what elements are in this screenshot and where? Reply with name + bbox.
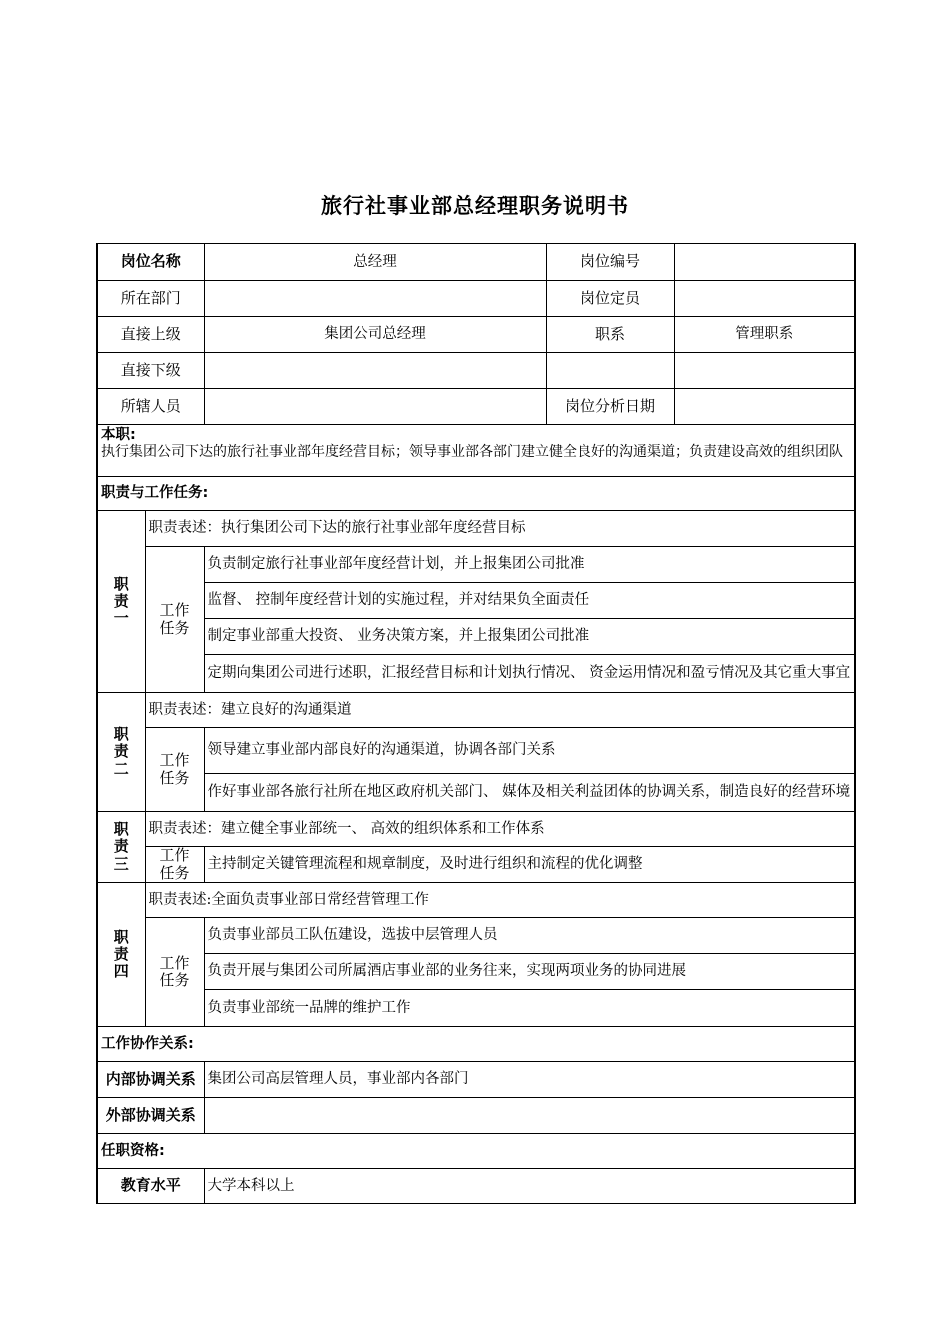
duty2-statement-row <box>97 693 855 728</box>
value-position-code <box>674 244 855 281</box>
duty1-statement: 职责表述：执行集团公司下达的旅行社事业部年度经营目标 <box>145 511 855 547</box>
job-description-table <box>96 243 856 1204</box>
duty-heading: 本职: <box>101 427 136 443</box>
task-row <box>97 847 855 883</box>
value-position-name: 总经理 <box>204 244 546 281</box>
task-item: 定期向集团公司进行述职，汇报经营目标和计划执行情况、 资金运用情况和盈亏情况及其它重大事宜 <box>204 655 855 693</box>
task-row <box>97 583 855 619</box>
value-subordinate <box>204 353 546 389</box>
row-education <box>97 1169 855 1204</box>
duty2-label: 职 责 二 <box>97 693 145 812</box>
duty3-statement: 职责表述：建立健全事业部统一、 高效的组织体系和工作体系 <box>145 812 855 847</box>
duty2-statement: 职责表述：建立良好的沟通渠道 <box>145 693 855 728</box>
value-staff <box>204 389 546 425</box>
label-job-system: 职系 <box>546 317 674 353</box>
duty4-task-label: 工作 任务 <box>145 918 204 1027</box>
label-department: 所在部门 <box>97 281 204 317</box>
value-analysis-date <box>674 389 855 425</box>
label-position-code: 岗位编号 <box>546 244 674 281</box>
responsibilities-heading: 职责与工作任务: <box>97 477 855 511</box>
duty3-task-label: 工作 任务 <box>145 847 204 883</box>
label-quota: 岗位定员 <box>546 281 674 317</box>
row-qualification-heading <box>97 1134 855 1169</box>
value-department <box>204 281 546 317</box>
row-internal <box>97 1062 855 1098</box>
value-empty <box>674 353 855 389</box>
label-subordinate: 直接下级 <box>97 353 204 389</box>
task-row <box>97 774 855 812</box>
value-education: 大学本科以上 <box>204 1169 855 1204</box>
row-subordinate <box>97 353 855 389</box>
cooperation-heading: 工作协作关系: <box>97 1027 855 1062</box>
duty1-statement-row <box>97 511 855 547</box>
task-row <box>97 655 855 693</box>
task-row <box>97 918 855 954</box>
duty4-statement: 职责表述:全面负责事业部日常经营管理工作 <box>145 883 855 918</box>
task-item: 监督、 控制年度经营计划的实施过程，并对结果负全面责任 <box>204 583 855 619</box>
row-cooperation-heading <box>97 1027 855 1062</box>
row-duty <box>97 425 855 477</box>
document-title: 旅行社事业部总经理职务说明书 <box>321 194 629 218</box>
duty1-label: 职 责 一 <box>97 511 145 693</box>
label-superior: 直接上级 <box>97 317 204 353</box>
task-item: 负责事业部统一品牌的维护工作 <box>204 990 855 1027</box>
row-responsibilities-heading <box>97 477 855 511</box>
value-superior: 集团公司总经理 <box>204 317 546 353</box>
task-item: 负责制定旅行社事业部年度经营计划，并上报集团公司批准 <box>204 547 855 583</box>
label-staff: 所辖人员 <box>97 389 204 425</box>
task-item: 作好事业部各旅行社所在地区政府机关部门、 媒体及相关利益团体的协调关系，制造良好的经营环境 <box>204 774 855 812</box>
label-external: 外部协调关系 <box>97 1098 204 1134</box>
task-row <box>97 954 855 990</box>
task-row <box>97 547 855 583</box>
value-quota <box>674 281 855 317</box>
duty-text: 执行集团公司下达的旅行社事业部年度经营目标；领导事业部各部门建立健全良好的沟通渠道；负责建设高效的组织团队 <box>101 443 843 460</box>
task-item: 主持制定关键管理流程和规章制度，及时进行组织和流程的优化调整 <box>204 847 855 883</box>
task-row <box>97 990 855 1027</box>
row-external <box>97 1098 855 1134</box>
duty1-task-label: 工作 任务 <box>145 547 204 693</box>
task-row <box>97 728 855 774</box>
duty2-task-label: 工作 任务 <box>145 728 204 812</box>
label-internal: 内部协调关系 <box>97 1062 204 1098</box>
row-position-name <box>97 244 855 281</box>
value-internal: 集团公司高层管理人员，事业部内各部门 <box>204 1062 855 1098</box>
task-item: 负责开展与集团公司所属酒店事业部的业务往来，实现两项业务的协同进展 <box>204 954 855 990</box>
task-item: 负责事业部员工队伍建设，选拔中层管理人员 <box>204 918 855 954</box>
duty4-statement-row <box>97 883 855 918</box>
row-staff <box>97 389 855 425</box>
qualification-heading: 任职资格: <box>97 1134 855 1169</box>
duty4-label: 职 责 四 <box>97 883 145 1027</box>
value-external <box>204 1098 855 1134</box>
task-item: 制定事业部重大投资、 业务决策方案，并上报集团公司批准 <box>204 619 855 655</box>
label-education: 教育水平 <box>97 1169 204 1204</box>
duty3-label: 职 责 三 <box>97 812 145 883</box>
duty-cell <box>97 425 855 477</box>
label-empty <box>546 353 674 389</box>
task-item: 领导建立事业部内部良好的沟通渠道，协调各部门关系 <box>204 728 855 774</box>
label-position-name: 岗位名称 <box>97 244 204 281</box>
row-superior <box>97 317 855 353</box>
row-department <box>97 281 855 317</box>
label-analysis-date: 岗位分析日期 <box>546 389 674 425</box>
value-job-system: 管理职系 <box>674 317 855 353</box>
task-row <box>97 619 855 655</box>
duty3-statement-row <box>97 812 855 847</box>
